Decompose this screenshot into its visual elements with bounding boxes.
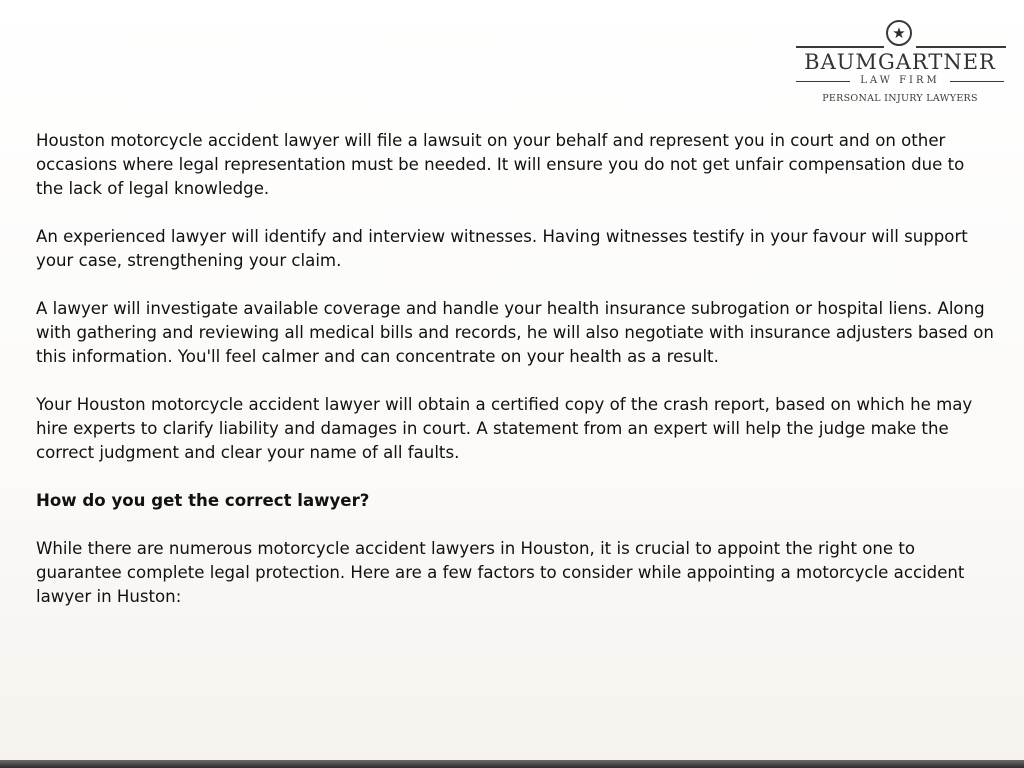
bottom-border-bar bbox=[0, 760, 1024, 768]
paragraph-choosing-lawyer: While there are numerous motorcycle accident lawyers in Houston, it is crucial to appoint the right one to guarantee complete legal protection. Here are a few factors to consider while appointing a motorcycle accident lawyer in Huston: bbox=[36, 539, 965, 606]
star-icon: ★ bbox=[886, 20, 912, 46]
paragraph-crash-report: Your Houston motorcycle accident lawyer will obtain a certified copy of the crash report, based on which he may hire experts to clarify liability and damages in court. A statement from an expert will help the judge make the correct judgment and clear your name of all faults. bbox=[36, 395, 973, 462]
logo-tagline: PERSONAL INJURY LAWYERS bbox=[822, 93, 978, 104]
law-firm-logo bbox=[792, 16, 1008, 108]
section-heading: How do you get the correct lawyer? bbox=[36, 491, 370, 510]
slide-body bbox=[36, 129, 996, 633]
logo-firm-name: BAUMGARTNER bbox=[804, 50, 996, 74]
paragraph-witnesses: An experienced lawyer will identify and interview witnesses. Having witnesses testify in your favour will support your case, strengthening your claim. bbox=[36, 227, 968, 270]
logo-subtitle: LAW FIRM bbox=[860, 75, 940, 86]
logo-subtitle-row bbox=[792, 74, 1008, 88]
paragraph-court-representation: Houston motorcycle accident lawyer will file a lawsuit on your behalf and represent you in court and on other occasions where legal representation must be needed. It will ensure you do not get unfair compensation due to the lack of legal knowledge. bbox=[36, 131, 965, 198]
logo-subtitle-divider-right bbox=[950, 81, 1004, 82]
logo-divider-right bbox=[916, 46, 1006, 48]
paragraph-insurance-coverage: A lawyer will investigate available coverage and handle your health insurance subrogation or hospital liens. Along with gathering and reviewing all medical bills and records, he will also negotiate with insurance adjusters based on this information. You'll feel calmer and can concentrate on your health as a result. bbox=[36, 299, 994, 366]
logo-emblem-row bbox=[792, 16, 1008, 50]
logo-subtitle-divider-left bbox=[796, 81, 850, 82]
logo-divider-left bbox=[796, 46, 884, 48]
